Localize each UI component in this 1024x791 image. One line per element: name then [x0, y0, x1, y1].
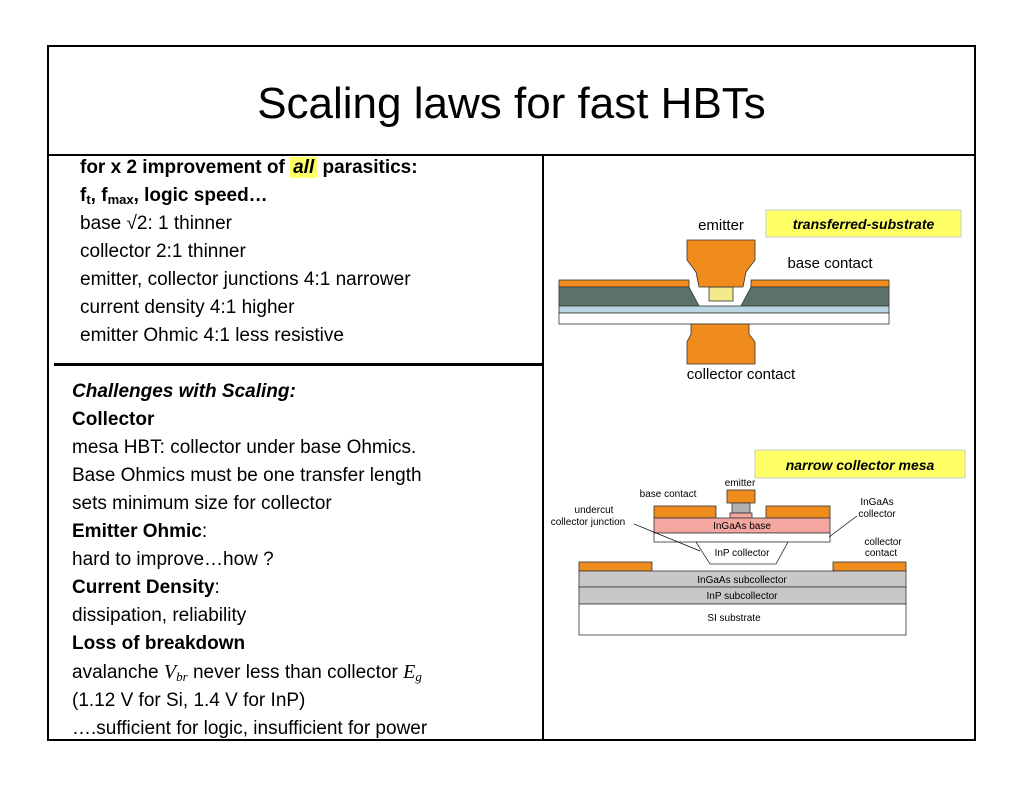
ts-semiconductor-right [741, 287, 889, 306]
mesa-emitter-semiconductor [732, 503, 750, 513]
improvement-item: emitter, collector junctions 4:1 narrower [80, 269, 411, 290]
ts-emitter-metal [687, 240, 755, 287]
ingaas-collector-label-line2: collector [858, 509, 896, 520]
improvement-heading-pre: for x 2 improvement of [80, 157, 291, 178]
ingaas-collector-leader [829, 516, 857, 537]
metric-tail: , logic speed… [133, 185, 268, 206]
ts-collector-contact-label: collector contact [686, 366, 796, 383]
ingaas-subcollector-label: InGaAs subcollector [697, 575, 787, 586]
vbr-symbol [164, 661, 188, 683]
density-colon: : [214, 577, 220, 598]
collector-heading: Collector [72, 409, 155, 430]
breakdown-values: (1.12 V for Si, 1.4 V for InP) [72, 690, 306, 711]
undercut-label-line1: undercut [574, 505, 614, 516]
si-substrate-label: SI substrate [707, 613, 761, 624]
closing-line: ….sufficient for logic, insufficient for power [72, 718, 428, 739]
mesa-base-contact-right [766, 506, 830, 518]
mesa-emitter-label: emitter [724, 478, 756, 489]
ts-semiconductor-left [559, 287, 699, 306]
avalanche-mid: never less than collector [187, 662, 404, 683]
density-line: dissipation, reliability [72, 605, 247, 626]
hbt-diagrams [544, 156, 974, 740]
current-density-row [72, 574, 538, 602]
breakdown-heading: Loss of breakdown [72, 633, 246, 654]
ts-collector-layer [559, 313, 889, 324]
ingaas-collector-label-line1: InGaAs [860, 497, 894, 508]
collector-line: Base Ohmics must be one transfer length [72, 465, 422, 486]
ts-base-layer [559, 306, 889, 313]
mesa-emitter-metal [727, 490, 755, 503]
ts-base-contact-left [559, 280, 689, 287]
inp-subcollector-label: InP subcollector [706, 591, 778, 602]
improvement-item: emitter Ohmic 4:1 less resistive [80, 325, 344, 346]
mesa-collector-contact-left [579, 562, 652, 571]
avalanche-line [72, 658, 538, 687]
hbt-cross-sections [544, 156, 974, 740]
vbr-main: V [163, 661, 177, 683]
mesa-base-contact-label: base contact [639, 489, 697, 500]
undercut-label-line2: collector junction [550, 517, 626, 528]
page-title: Scaling laws for fast HBTs [257, 79, 766, 128]
metric-separator: , f [90, 185, 108, 206]
scaling-improvements [80, 154, 540, 350]
emitter-ohmic-row [72, 518, 538, 546]
transferred-substrate-tag: transferred-substrate [792, 216, 935, 232]
improvement-item: base √2: 1 thinner [80, 213, 232, 234]
metric-t-sub: t [86, 192, 91, 207]
improvement-item: current density 4:1 higher [80, 297, 295, 318]
improvement-heading [80, 154, 540, 182]
ts-collector-contact-metal [687, 324, 755, 364]
challenges-heading: Challenges with Scaling: [72, 381, 296, 402]
collector-contact-label-line2: contact [864, 548, 898, 559]
challenges [72, 378, 538, 743]
section-divider [54, 363, 542, 366]
mesa-ingaas-collector [654, 533, 830, 542]
collector-line: sets minimum size for collector [72, 493, 332, 514]
ts-base-contact-label: base contact [787, 255, 873, 272]
narrow-collector-mesa-tag: narrow collector mesa [785, 457, 935, 473]
highlight-all: all [290, 157, 317, 178]
emitter-line: hard to improve…how ? [72, 549, 274, 570]
eg-symbol [403, 661, 422, 683]
ts-emitter-label: emitter [698, 217, 744, 234]
avalanche-pre: avalanche [72, 662, 164, 683]
mesa-base-contact-left [654, 506, 716, 518]
emitter-colon: : [201, 521, 208, 542]
collector-line: mesa HBT: collector under base Ohmics. [72, 437, 417, 458]
mesa-emitter-junction [730, 513, 752, 518]
mesa-ingaas-base-label: InGaAs base [713, 521, 771, 532]
metric-max-sub: max [107, 192, 134, 207]
improvement-heading-post: parasitics: [317, 157, 418, 178]
improvement-item: collector 2:1 thinner [80, 241, 246, 262]
eg-sub: g [415, 669, 422, 684]
eg-main: E [403, 661, 416, 683]
metric-f: f [80, 185, 87, 206]
mesa-inp-collector-label: InP collector [714, 548, 770, 559]
current-density-heading: Current Density [72, 577, 215, 598]
ts-emitter-junction [709, 287, 733, 301]
improvement-metrics [80, 182, 540, 210]
vbr-sub: br [176, 669, 188, 684]
collector-contact-label-line1: collector [864, 537, 902, 548]
ts-base-contact-right [751, 280, 889, 287]
mesa-collector-contact-right [833, 562, 906, 571]
emitter-ohmic-heading: Emitter Ohmic [72, 521, 202, 542]
